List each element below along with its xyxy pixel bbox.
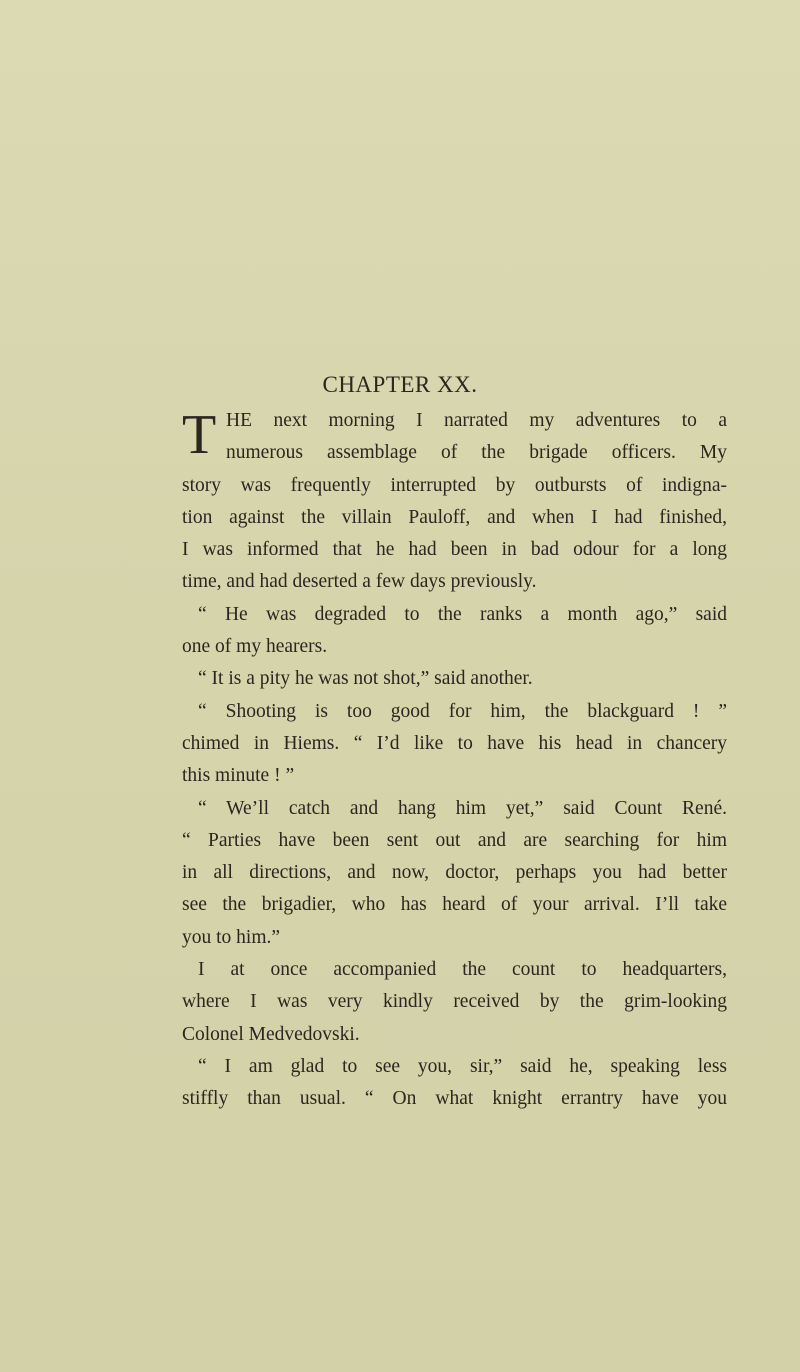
text-line: “ Shooting is too good for him, the blackguard ! ”: [198, 700, 727, 722]
chapter-body: [182, 405, 727, 1116]
text-line: “ Parties have been sent out and are searching for him: [182, 829, 727, 851]
text-line: story was frequently interrupted by outbursts of indigna-: [182, 474, 727, 496]
text-line: tion against the villain Pauloff, and when I had finished,: [182, 506, 727, 528]
text-line: “ I am glad to see you, sir,” said he, speaking less: [198, 1055, 727, 1077]
text-line: one of my hearers.: [182, 636, 328, 658]
text-line: see the brigadier, who has heard of your arrival. I’ll take: [182, 894, 727, 916]
text-line: where I was very kindly received by the grim-looking: [182, 991, 727, 1013]
text-line: you to him.”: [182, 926, 281, 948]
text-line: “ We’ll catch and hang him yet,” said Count René.: [198, 797, 727, 819]
text-line: stiffly than usual. “ On what knight errantry have you: [182, 1088, 727, 1110]
text-line: in all directions, and now, doctor, perhaps you had better: [182, 862, 727, 884]
text-line: Colonel Medvedovski.: [182, 1023, 360, 1045]
text-line: chimed in Hiems. “ I’d like to have his head in chancery: [182, 732, 727, 754]
text-line: “ He was degraded to the ranks a month ago,” said: [198, 603, 727, 625]
text-line: this minute ! ”: [182, 765, 295, 787]
text-line: “ It is a pity he was not shot,” said another.: [198, 668, 533, 690]
text-line: I at once accompanied the count to headquarters,: [198, 959, 727, 981]
text-line: time, and had deserted a few days previously.: [182, 571, 537, 593]
chapter-heading: CHAPTER XX.: [322, 372, 478, 397]
drop-cap: T: [182, 404, 217, 466]
text-line: HE next morning I narrated my adventures to a: [226, 410, 727, 431]
text-line: numerous assemblage of the brigade officers. My: [226, 442, 727, 464]
text-line: I was informed that he had been in bad odour for a long: [182, 539, 727, 561]
